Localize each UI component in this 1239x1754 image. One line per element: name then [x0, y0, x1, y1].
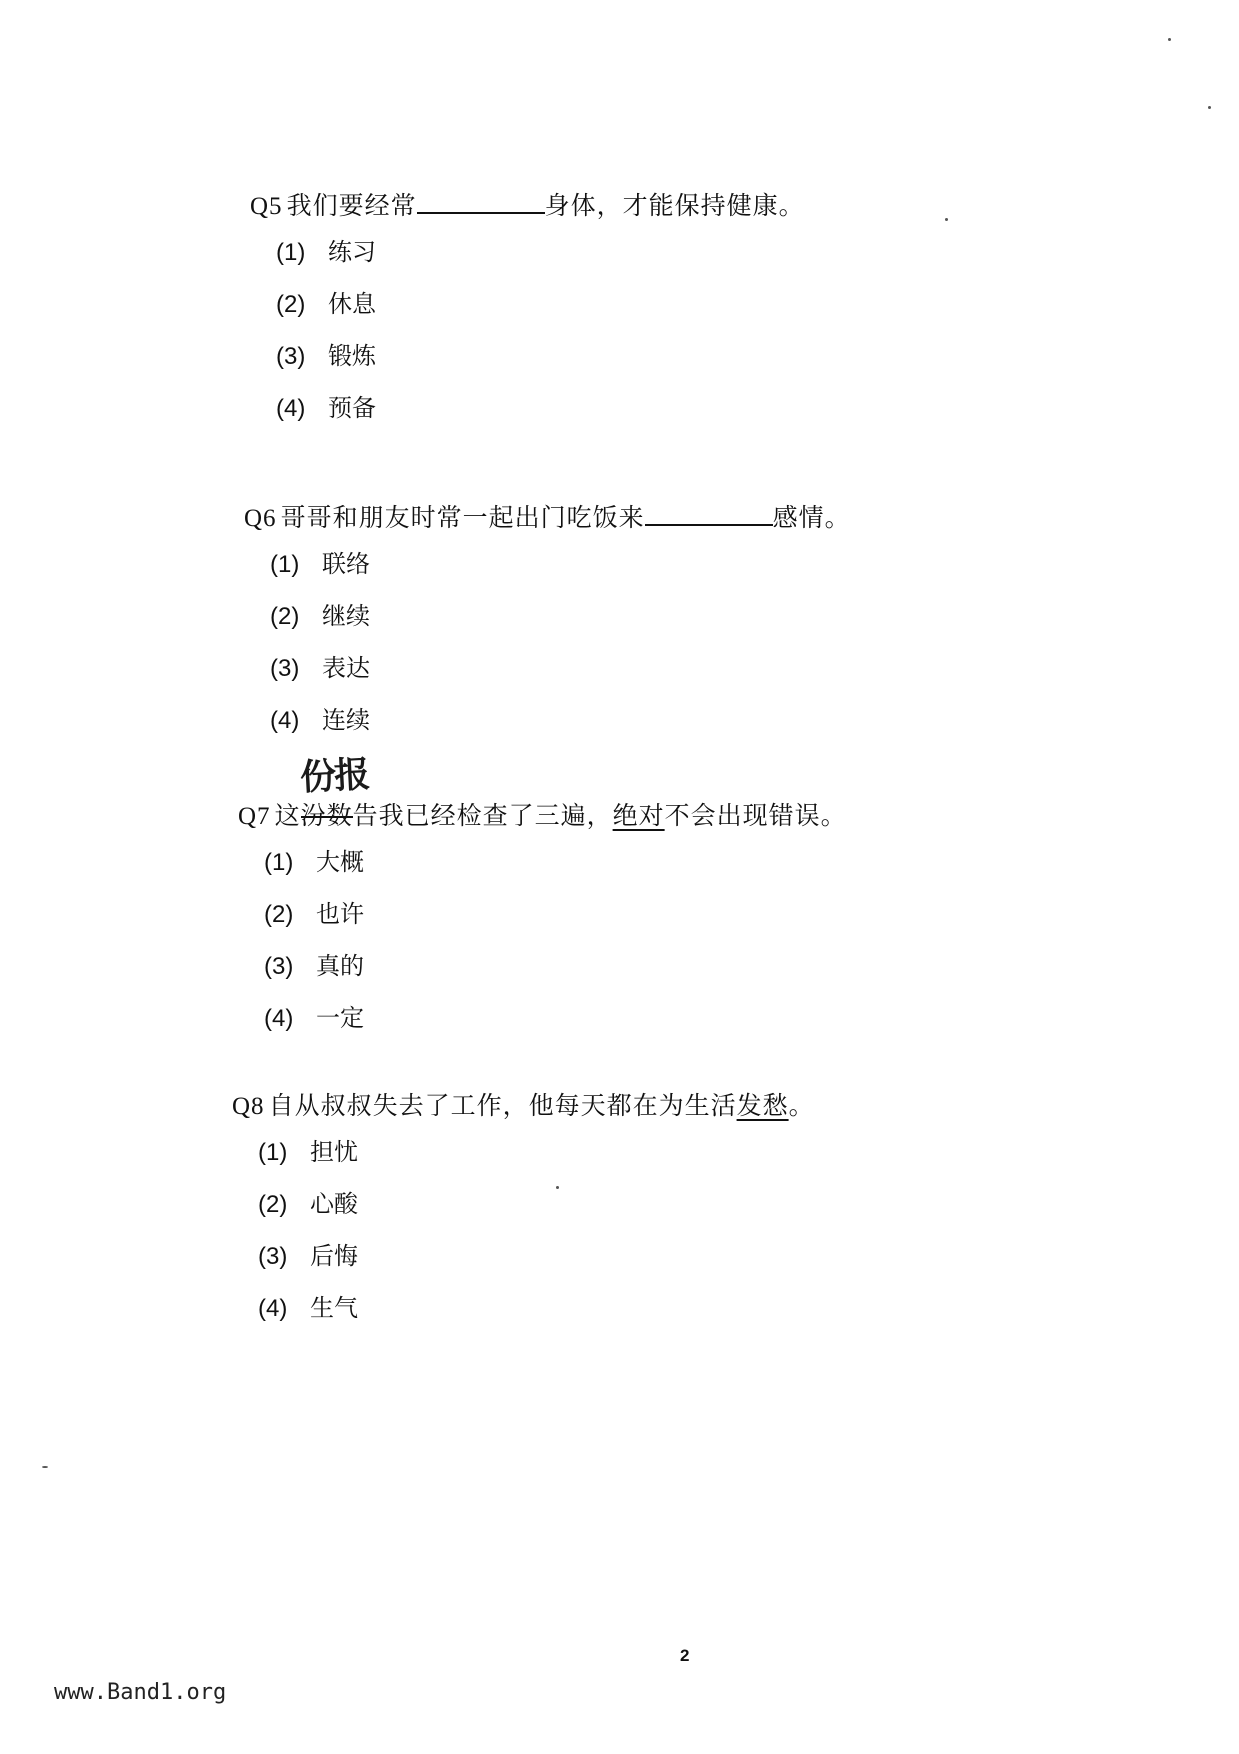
stem-text-after: 不会出现错误。	[664, 801, 847, 830]
option-list	[264, 847, 958, 1033]
site-watermark: www.Band1.org	[54, 1680, 227, 1705]
option-number: (4)	[258, 1295, 288, 1322]
option-item	[258, 1293, 952, 1323]
option-text: 休息	[328, 290, 376, 318]
question-stem	[238, 800, 958, 833]
option-number: (1)	[270, 551, 300, 578]
stem-text-after: 。	[788, 1091, 815, 1120]
option-item	[264, 899, 958, 929]
option-number: (1)	[276, 239, 306, 266]
question-q5	[250, 190, 970, 423]
option-number: (2)	[258, 1191, 288, 1218]
struck-text: 汾数	[300, 801, 353, 830]
underlined-word: 绝对	[612, 801, 665, 830]
option-number: (4)	[270, 707, 300, 734]
scan-speck	[1168, 38, 1171, 41]
option-text: 联络	[322, 550, 370, 578]
option-text: 练习	[328, 238, 376, 266]
answer-blank	[417, 190, 545, 214]
option-list	[276, 237, 970, 423]
stem-text-before: 哥哥和朋友时常一起出门吃饭来	[280, 503, 645, 532]
option-item	[276, 393, 970, 423]
option-text: 锻炼	[328, 342, 376, 370]
scan-speck	[556, 1186, 559, 1189]
option-list	[270, 549, 964, 735]
option-number: (2)	[276, 291, 306, 318]
question-q6	[244, 502, 964, 735]
option-number: (1)	[264, 849, 294, 876]
option-text: 连续	[322, 706, 370, 734]
option-text: 一定	[316, 1004, 364, 1032]
option-text: 预备	[328, 394, 376, 422]
option-item	[264, 951, 958, 981]
option-number: (4)	[264, 1005, 294, 1032]
option-text: 也许	[316, 900, 364, 928]
option-number: (2)	[270, 603, 300, 630]
scan-speck	[1208, 106, 1211, 109]
option-number: (3)	[264, 953, 294, 980]
option-text: 生气	[310, 1294, 358, 1322]
option-text: 大概	[316, 848, 364, 876]
option-number: (1)	[258, 1139, 288, 1166]
stem-text-after: 身体，才能保持健康。	[544, 191, 805, 220]
question-stem	[244, 502, 964, 535]
option-number: (3)	[270, 655, 300, 682]
stem-text-after: 感情。	[772, 503, 851, 532]
option-item	[276, 289, 970, 319]
scan-speck	[42, 1466, 48, 1468]
option-item	[276, 341, 970, 371]
option-item	[270, 601, 964, 631]
option-item	[270, 653, 964, 683]
option-number: (3)	[258, 1243, 288, 1270]
option-item	[264, 847, 958, 877]
option-item	[276, 237, 970, 267]
question-number: Q5	[250, 193, 283, 220]
option-text: 心酸	[310, 1190, 358, 1218]
option-text: 担忧	[310, 1138, 358, 1166]
scan-speck	[945, 218, 948, 221]
stem-text-before: 自从叔叔失去了工作，他每天都在为生活	[268, 1091, 737, 1120]
question-number: Q7	[238, 803, 271, 830]
question-stem	[232, 1090, 952, 1123]
option-item	[258, 1137, 952, 1167]
page-number: 2	[680, 1646, 690, 1665]
handwritten-correction: 份报	[299, 753, 370, 799]
option-list	[258, 1137, 952, 1323]
stem-text-before: 这	[274, 801, 301, 830]
option-number: (4)	[276, 395, 306, 422]
stem-text-before: 我们要经常	[286, 191, 417, 220]
option-item	[270, 705, 964, 735]
option-text: 真的	[316, 952, 364, 980]
option-item	[258, 1241, 952, 1271]
underlined-word: 发愁	[736, 1091, 789, 1120]
option-number: (3)	[276, 343, 306, 370]
answer-blank	[645, 502, 773, 526]
option-number: (2)	[264, 901, 294, 928]
option-text: 继续	[322, 602, 370, 630]
question-q7	[238, 800, 958, 1033]
option-item	[258, 1189, 952, 1219]
option-item	[264, 1003, 958, 1033]
question-number: Q8	[232, 1093, 265, 1120]
option-text: 表达	[322, 654, 370, 682]
question-number: Q6	[244, 505, 277, 532]
stem-text-middle: 告我已经检查了三遍，	[352, 801, 613, 830]
option-text: 后悔	[310, 1242, 358, 1270]
question-q8	[232, 1090, 952, 1323]
question-stem	[250, 190, 970, 223]
option-item	[270, 549, 964, 579]
